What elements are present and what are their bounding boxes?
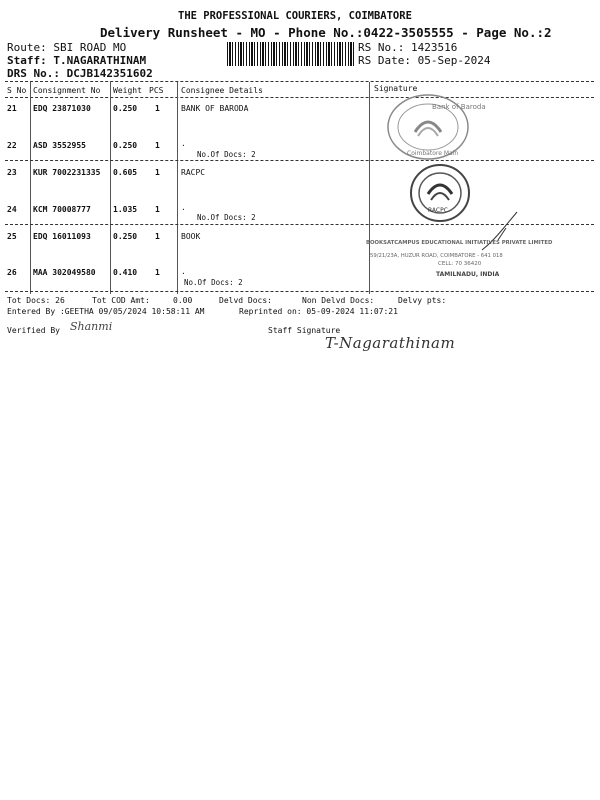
- table-row-pcs: 1: [155, 168, 160, 177]
- table-row-consignee: BOOK: [181, 232, 201, 241]
- table-row-consignee: RACPC: [181, 168, 206, 177]
- table-row-sno: 26: [7, 268, 17, 277]
- col-signature: Signature: [374, 84, 418, 93]
- total-cod-label: Tot COD Amt:: [92, 296, 150, 305]
- header-rule: [5, 97, 594, 98]
- table-row-pcs: 1: [155, 232, 160, 241]
- col-weight: Weight: [113, 86, 142, 95]
- docs-count: No.Of Docs: 2: [184, 278, 243, 287]
- table-row-consignee: BANK OF BARODA: [181, 104, 249, 113]
- col-consignee: Consignee Details: [181, 86, 263, 95]
- table-row-sno: 24: [7, 205, 17, 214]
- staff-signature: T-Nagarathinam: [325, 334, 456, 352]
- stamp-line: 59/21/23A, HUZUR ROAD, COIMBATORE - 641 018: [370, 253, 503, 259]
- docs-count: No.Of Docs: 2: [197, 150, 256, 159]
- table-row-weight: 0.410: [113, 268, 138, 277]
- staff-label: Staff: T.NAGARATHINAM: [7, 54, 147, 67]
- verified-signature: Shanmi: [70, 320, 113, 333]
- table-row-sno: 23: [7, 168, 17, 177]
- table-row-sno: 21: [7, 104, 17, 113]
- entered-by: Entered By :GEETHA 09/05/2024 10:58:11 AM: [7, 307, 205, 316]
- table-row-weight: 1.035: [113, 205, 138, 214]
- col-divider: [30, 82, 31, 294]
- table-row-sno: 25: [7, 232, 17, 241]
- table-row-consignment: KUR 7002231335: [33, 168, 101, 177]
- staff-signature-label: Staff Signature: [268, 326, 341, 335]
- stamp-text: RACPC: [428, 207, 448, 214]
- delivered-docs: Delvd Docs:: [219, 296, 272, 305]
- stamp-line: BOOKSATCAMPUS EDUCATIONAL INITIATIVES PRIVATE LIMITED: [366, 240, 553, 246]
- non-delivered-docs: Non Delvd Docs:: [302, 296, 375, 305]
- stamp-line: CELL: 70 36420: [438, 261, 482, 267]
- table-row-consignee: .: [181, 203, 186, 212]
- col-sno: S No: [7, 86, 27, 95]
- docs-count: No.Of Docs: 2: [197, 213, 256, 222]
- table-row-consignment: EDQ 23871030: [33, 104, 91, 113]
- table-row-weight: 0.250: [113, 104, 138, 113]
- col-divider: [177, 82, 178, 294]
- rs-date: RS Date: 05-Sep-2024: [358, 54, 491, 67]
- table-row-consignee: .: [181, 267, 186, 276]
- table-top-rule: [5, 81, 594, 82]
- table-row-pcs: 1: [155, 205, 160, 214]
- table-row-consignment: KCM 70008777: [33, 205, 91, 214]
- table-row-consignee: .: [181, 139, 186, 148]
- reprinted-on: Reprinted on: 05-09-2024 11:07:21: [239, 307, 398, 316]
- table-row-consignment: ASD 3552955: [33, 141, 86, 150]
- table-row-weight: 0.250: [113, 232, 138, 241]
- total-docs: Tot Docs: 26: [7, 296, 65, 305]
- table-row-weight: 0.250: [113, 141, 138, 150]
- col-consignment: Consignment No: [33, 86, 101, 95]
- delivery-points: Delvy pts:: [398, 296, 447, 305]
- total-cod-amount: 0.00: [173, 296, 193, 305]
- table-row-weight: 0.605: [113, 168, 138, 177]
- runsheet-title: Delivery Runsheet - MO - Phone No.:0422-3505555 - Page No.:2: [100, 25, 552, 40]
- verified-by-label: Verified By: [7, 326, 60, 335]
- table-row-consignment: EDQ 16011093: [33, 232, 91, 241]
- rs-number: RS No.: 1423516: [358, 41, 458, 54]
- col-divider: [110, 82, 111, 294]
- stamp-line: TAMILNADU, INDIA: [436, 271, 500, 278]
- table-bottom-rule: [5, 291, 594, 292]
- barcode: [227, 42, 354, 66]
- row-group-rule: [5, 160, 594, 161]
- route-label: Route: SBI ROAD MO: [7, 41, 127, 54]
- stamp-subtext: Coimbatore Main: [407, 150, 459, 157]
- company-title: THE PROFESSIONAL COURIERS, COIMBATORE: [178, 10, 412, 22]
- col-pcs: PCS: [149, 86, 164, 95]
- table-row-pcs: 1: [155, 268, 160, 277]
- table-row-consignment: MAA 302049580: [33, 268, 96, 277]
- table-row-pcs: 1: [155, 141, 160, 150]
- company-stamp: [366, 240, 553, 290]
- table-row-sno: 22: [7, 141, 17, 150]
- stamp-text: Bank of Baroda: [432, 103, 486, 111]
- drs-number: DRS No.: DCJB142351602: [7, 67, 153, 80]
- table-row-pcs: 1: [155, 104, 160, 113]
- bank-of-baroda-stamp: [385, 92, 486, 162]
